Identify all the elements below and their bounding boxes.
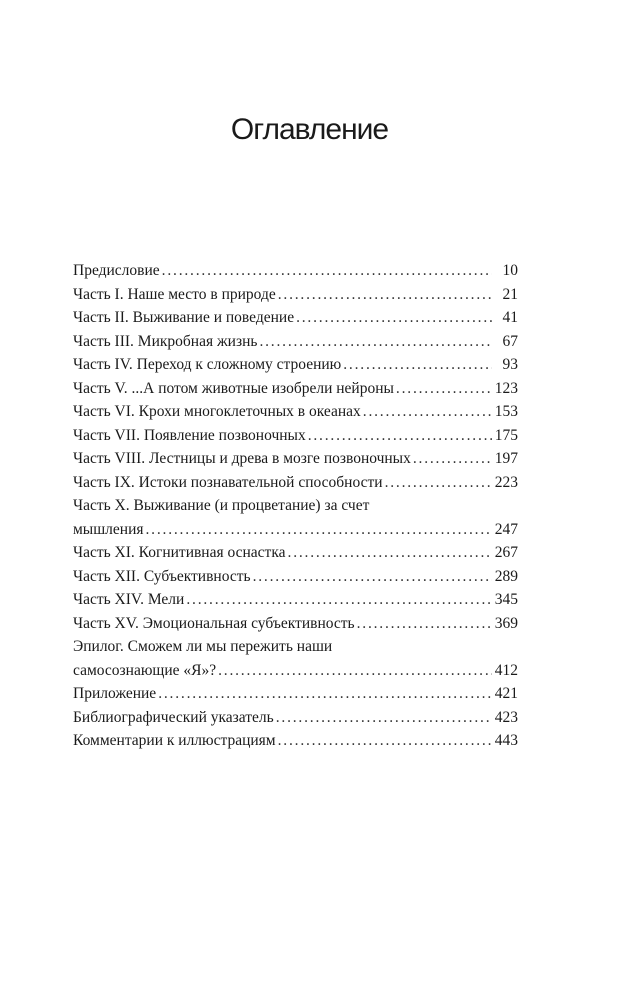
toc-entry-page-number: 412	[494, 661, 518, 679]
toc-entry	[73, 565, 518, 589]
toc-entry-page-number: 123	[494, 379, 518, 397]
toc-entry-page-number: 345	[494, 591, 518, 608]
toc-entry	[73, 471, 518, 495]
toc-entry-page-number: 197	[494, 450, 518, 467]
toc-entry	[73, 612, 518, 636]
dot-leader	[343, 353, 492, 377]
toc-entry-title: Часть XII. Субъективность	[73, 567, 251, 585]
toc-entry	[73, 588, 518, 612]
dot-leader	[278, 729, 492, 753]
toc-entry	[73, 283, 518, 307]
dot-leader	[158, 682, 492, 706]
toc-entry	[73, 377, 518, 401]
dot-leader	[288, 541, 492, 565]
toc-entry-page-number: 267	[494, 544, 518, 561]
toc-entry-page-number: 423	[494, 708, 518, 726]
toc-entry	[73, 330, 518, 354]
toc-entry-title: Часть IX. Истоки познавательной способности	[73, 473, 383, 491]
toc-entry-title: Часть XV. Эмоциональная субъективность	[73, 614, 355, 632]
page-title: Оглавление	[230, 113, 389, 146]
dot-leader	[296, 306, 492, 330]
toc-entry-title: Часть II. Выживание и поведение	[73, 309, 295, 326]
toc-entry-page-number: 10	[502, 262, 518, 279]
toc-entry-title: Часть III. Микробная жизнь	[73, 332, 258, 350]
toc-entry-page-number: 93	[502, 356, 518, 373]
dot-leader	[396, 377, 492, 401]
toc-entry	[73, 353, 518, 377]
toc-entry-title: Часть I. Наше место в природе	[73, 285, 276, 303]
dot-leader	[162, 259, 492, 283]
dot-leader	[253, 565, 492, 589]
dot-leader	[146, 518, 493, 542]
toc-entry	[73, 259, 518, 283]
toc-entry-title: Предисловие	[73, 262, 160, 279]
toc-entry-title: самосознающие «Я»?	[73, 661, 217, 679]
dot-leader	[186, 588, 492, 612]
toc-entry	[73, 424, 518, 448]
dot-leader	[259, 330, 492, 354]
dot-leader	[357, 612, 492, 636]
toc-entry-page-number: 153	[494, 403, 518, 420]
toc-entry-title: Часть VI. Крохи многоклеточных в океанах	[73, 403, 361, 420]
toc-entry-title: Комментарии к иллюстрациям	[73, 732, 276, 749]
toc-entry-title-line: Часть X. Выживание (и процветание) за счет	[73, 497, 370, 514]
toc-entry-title: мышления	[73, 520, 144, 538]
dot-leader	[385, 471, 492, 495]
toc-entry-page-number: 443	[494, 732, 518, 749]
toc-entry-page-number: 175	[494, 426, 518, 444]
toc-entry-title: Библиографический указатель	[73, 708, 274, 726]
dot-leader	[276, 706, 492, 730]
toc-entry-title: Часть VII. Появление позвоночных	[73, 426, 306, 444]
toc-entry-page-number: 247	[494, 520, 518, 538]
toc-entry	[73, 729, 518, 753]
toc-entry	[73, 400, 518, 424]
toc-entry	[73, 706, 518, 730]
toc-entry	[73, 541, 518, 565]
toc-entry	[73, 635, 518, 682]
toc-entry-page-number: 41	[502, 309, 518, 326]
toc-entry-title-line: Эпилог. Сможем ли мы пережить наши	[73, 638, 333, 655]
toc-entry-page-number: 21	[502, 285, 518, 303]
toc-entry-page-number: 289	[494, 567, 518, 585]
dot-leader	[218, 659, 492, 683]
dot-leader	[278, 283, 492, 307]
toc-entry	[73, 306, 518, 330]
toc-entry-page-number: 369	[494, 614, 518, 632]
toc-entry-title: Часть IV. Переход к сложному строению	[73, 356, 342, 373]
toc-entry-page-number: 421	[494, 685, 518, 702]
toc-entry-title: Часть XIV. Мели	[73, 591, 185, 608]
dot-leader	[413, 447, 492, 471]
table-of-contents	[73, 259, 518, 753]
dot-leader	[308, 424, 492, 448]
toc-entry-page-number: 67	[502, 332, 518, 350]
dot-leader	[363, 400, 492, 424]
toc-entry-page-number: 223	[494, 473, 518, 491]
toc-entry-title: Часть XI. Когнитивная оснастка	[73, 544, 286, 561]
toc-entry-title: Часть V. ...А потом животные изобрели нейроны	[73, 379, 394, 397]
toc-entry	[73, 682, 518, 706]
toc-entry-title: Приложение	[73, 685, 157, 702]
toc-entry-title: Часть VIII. Лестницы и древа в мозге позвоночных	[73, 450, 411, 467]
toc-entry	[73, 447, 518, 471]
toc-entry	[73, 494, 518, 541]
